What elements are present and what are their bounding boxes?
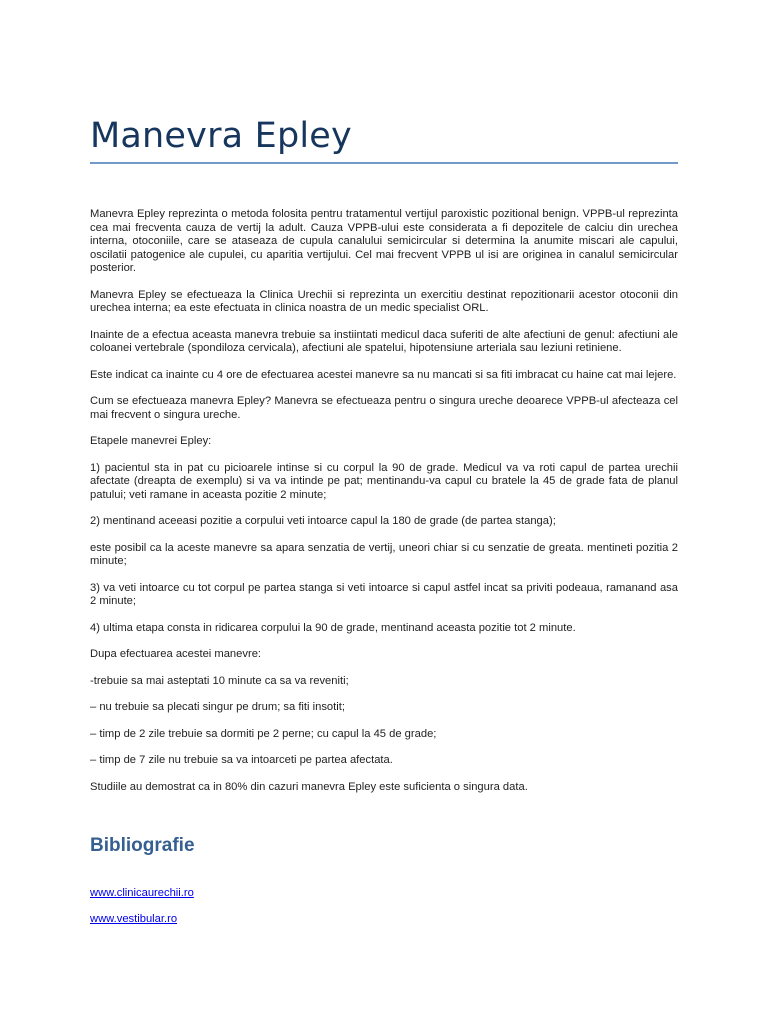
- link-vestibular[interactable]: www.vestibular.ro: [90, 913, 178, 925]
- list-item-wait: -trebuie sa mai asteptati 10 minute ca sa va reveniti;: [90, 674, 349, 687]
- paragraph-vertigo-note: este posibil ca la aceste manevre sa apara senzatia de vertij, uneori chiar si cu senzatie de greata. mentineti pozitia 2 minute;: [90, 541, 678, 567]
- paragraph-steps-heading: Etapele manevrei Epley:: [90, 435, 212, 447]
- document-body: [90, 208, 678, 807]
- paragraph-after-heading: Dupa efectuarea acestei manevre:: [90, 648, 262, 660]
- paragraph-step-2: 2) mentinand aceeasi pozitie a corpului veti intoarce capul la 180 de grade (de partea stanga);: [90, 515, 556, 527]
- paragraph-clinic: Manevra Epley se efectueaza la Clinica Urechii si reprezinta un exercitiu destinat repozitionarii acestor otoconii din urechea interna; ea este efectuata in clinica noastra de un medic specialist ORL.: [90, 288, 678, 314]
- paragraph-studies: Studiile au demostrat ca in 80% din cazuri manevra Epley este suficienta o singura data.: [90, 780, 528, 793]
- paragraph-step-1: 1) pacientul sta in pat cu picioarele intinse si cu corpul la 90 de grade. Medicul va va roti capul de partea urechii afectate (dreapta de exemplu) si va va intinde pe pat; mentinandu-va capul cu bratele la 45 de grade fata de planul patului; veti ramane in aceasta pozitie 2 minute;: [90, 461, 678, 501]
- list-item-pillows: – timp de 2 zile trebuie sa dormiti pe 2 perne; cu capul la 45 de grade;: [90, 727, 437, 740]
- title-underline-rule: [90, 162, 678, 164]
- page-title: Manevra Epley: [90, 116, 352, 156]
- link-clinicaurechii[interactable]: www.clinicaurechii.ro: [90, 887, 194, 899]
- paragraph-precautions: Inainte de a efectua aceasta manevra trebuie sa instiintati medicul daca suferiti de alte afectiuni de genul: afectiuni ale coloanei vertebrale (spondiloza cervicala), afectiuni ale spatelui, hipotensiune arteriala sau leziuni retiniene.: [90, 328, 678, 354]
- paragraph-step-3: 3) va veti intoarce cu tot corpul pe partea stanga si veti intoarce si capul astfel incat sa priviti podeaua, ramanand asa 2 minute;: [90, 581, 678, 607]
- paragraph-step-4: 4) ultima etapa consta in ridicarea corpului la 90 de grade, mentinand aceasta pozitie tot 2 minute.: [90, 621, 576, 634]
- list-item-accompanied: – nu trebuie sa plecati singur pe drum; sa fiti insotit;: [90, 701, 345, 713]
- paragraph-how-to: Cum se efectueaza manevra Epley? Manevra se efectueaza pentru o singura ureche deoarece VPPB-ul afecteaza cel mai frecvent o singura ureche.: [90, 395, 678, 421]
- paragraph-intro: Manevra Epley reprezinta o metoda folosita pentru tratamentul vertijul paroxistic pozitional benign. VPPB-ul reprezinta cea mai frecventa cauza de vertij la adult. Cauza VPPB-ului este considerata a fi depozitele de calciu din urechea interna, otoconiile, care se ataseaza de cupula canalului semicircular si determina la anumite miscari ale capului, oscilatii patogenice ale cupulei, cu aparitia vertijului. Cel mai frecvent VPPB ul isi are originea in canalul semicircular posterior.: [90, 208, 678, 274]
- list-item-no-turning: – timp de 7 zile nu trebuie sa va intoarceti pe partea afectata.: [90, 754, 393, 766]
- bibliography-heading: Bibliografie: [90, 835, 195, 856]
- paragraph-fasting: Este indicat ca inainte cu 4 ore de efectuarea acestei manevre sa nu mancati si sa fiti imbracat cu haine cat mai lejere.: [90, 368, 677, 381]
